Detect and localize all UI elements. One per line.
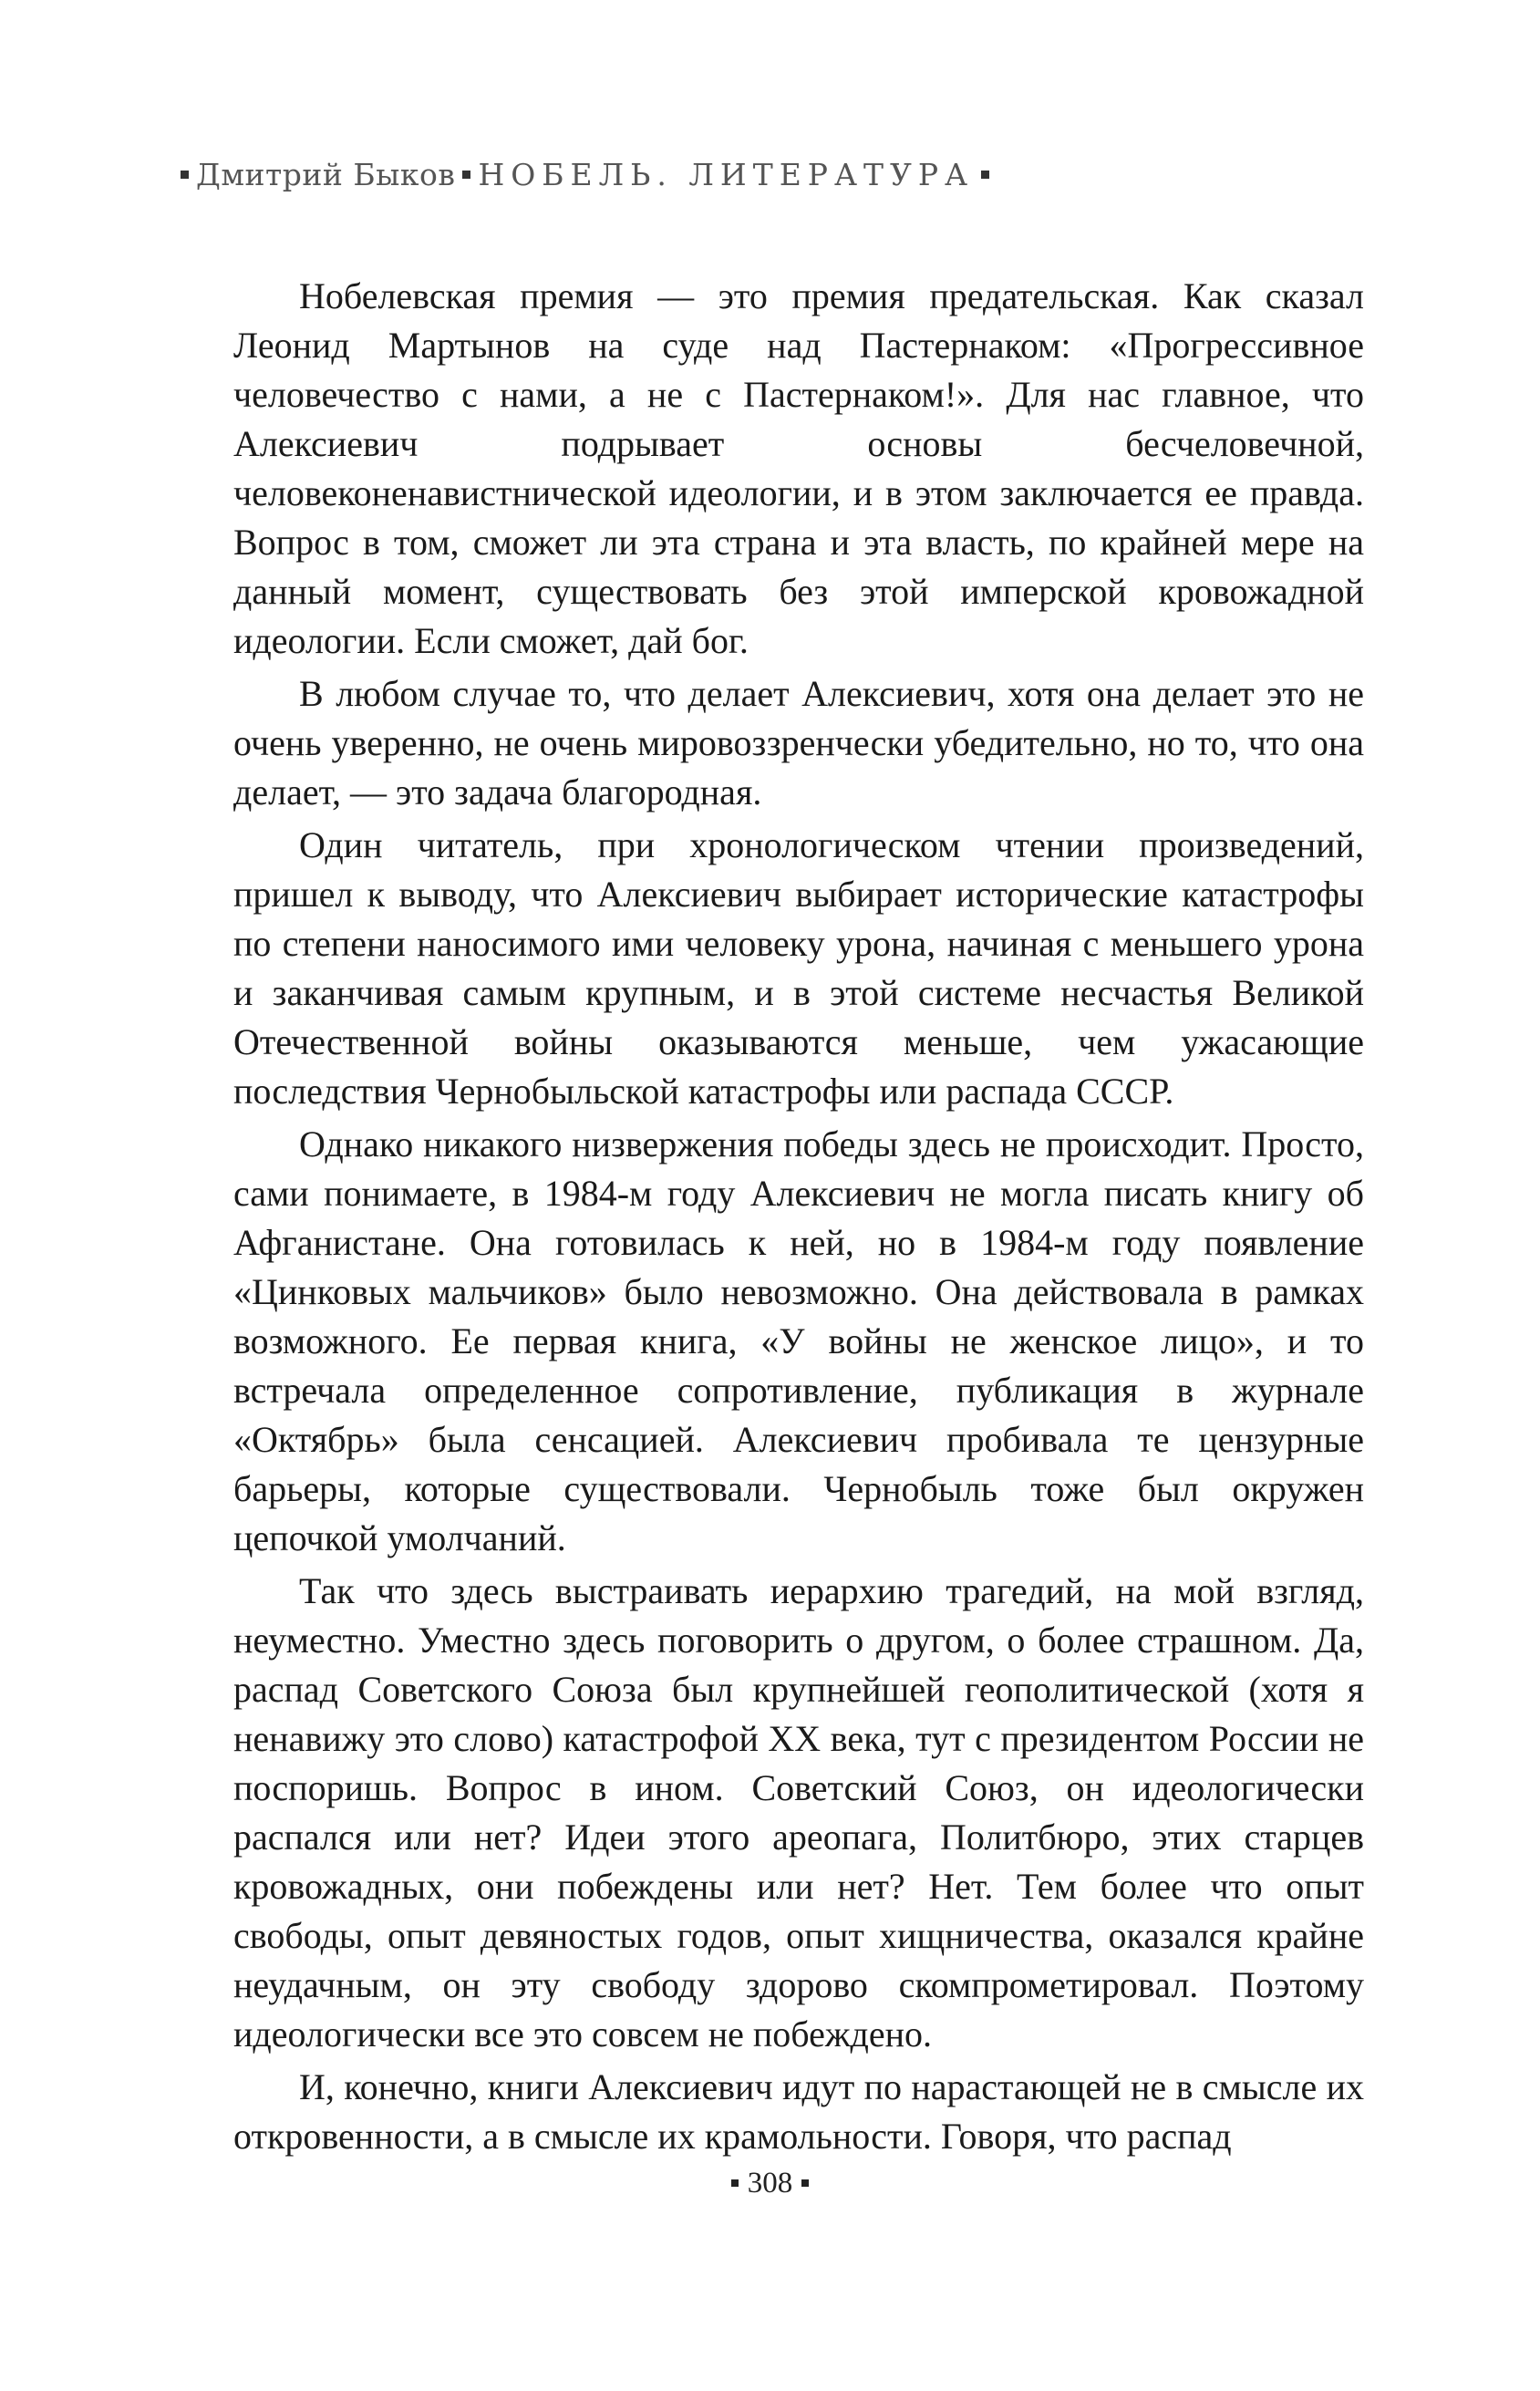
running-head [173,157,997,192]
paragraph: И, конечно, книги Алексиевич идут по нарастающей не в смысле их откровенности, а в смысле их крамольности. Говоря, что распад [233,2066,1364,2157]
bullet-separator [462,171,470,179]
bullet-separator [981,171,989,179]
paragraph: Один читатель, при хронологическом чтении произведений, пришел к выводу, что Алексиевич выбирает исторические катастрофы по степени наносимого ими человеку урона, начиная с меньшего урона и заканчивая самым крупным, и в этой системе несчастья Великой Отечественной войны оказываются меньше, чем ужасающие последствия Чернобыльской катастрофы или распада СССР. [233,824,1364,1112]
running-head-author: Дмитрий Быков [196,157,456,192]
paragraph: В любом случае то, что делает Алексиевич, хотя она делает это не очень уверенно, не очень мировоззренчески убедительно, но то, что она делает, — это задача благородная. [233,673,1364,813]
bullet-separator [731,2179,739,2187]
page-number: 308 [747,2167,793,2200]
paragraph: Однако никакого низвержения победы здесь не происходит. Просто, сами понимаете, в 1984-м году Алексиевич не могла писать книгу об Афганистане. Она готовилась к ней, но в 1984-м году появление «Цинковых мальчиков» было невозможно. Она действовала в рамках возможного. Ее первая книга, «У войны не женское лицо», и то встречала определенное сопротивление, публикация в журнале «Октябрь» была сенсацией. Алексиевич пробивала те цензурные барьеры, которые существовали. Чернобыль тоже был окружен цепочкой умолчаний. [233,1123,1364,1558]
paragraph: Нобелевская премия — это премия предательская. Как сказал Леонид Мартынов на суде над Пастернаком: «Прогрессивное человечество с нами, а не с Пастернаком!». Для нас главное, что Алексиевич подрывает основы бесчеловечной, человеконенавистнической идеологии, и в этом заключается ее правда. Вопрос в том, сможет ли эта страна и эта власть, по крайней мере на данный момент, существовать без этой имперской кровожадной идеологии. Если сможет, дай бог. [233,275,1364,661]
bullet-separator [181,171,189,179]
page-number-footer [0,2167,1540,2200]
paragraph: Так что здесь выстраивать иерархию трагедий, на мой взгляд, неуместно. Уместно здесь поговорить о другом, о более страшном. Да, распад Советского Союза был крупнейшей геополитической (хотя я ненавижу это слово) катастрофой XX века, тут с президентом России не поспоришь. Вопрос в ином. Советский Союз, он идеологически распался или нет? Идеи этого ареопага, Политбюро, этих старцев кровожадных, они побеждены или нет? Нет. Тем более что опыт свободы, опыт девяностых годов, опыт хищничества, оказался крайне неудачным, он эту свободу здорово скомпрометировал. Поэтому идеологически все это совсем не побеждено. [233,1570,1364,2055]
body-text [233,272,1364,2165]
bullet-separator [801,2179,809,2187]
running-head-title: НОБЕЛЬ. ЛИТЕРАТУРА [478,157,975,192]
